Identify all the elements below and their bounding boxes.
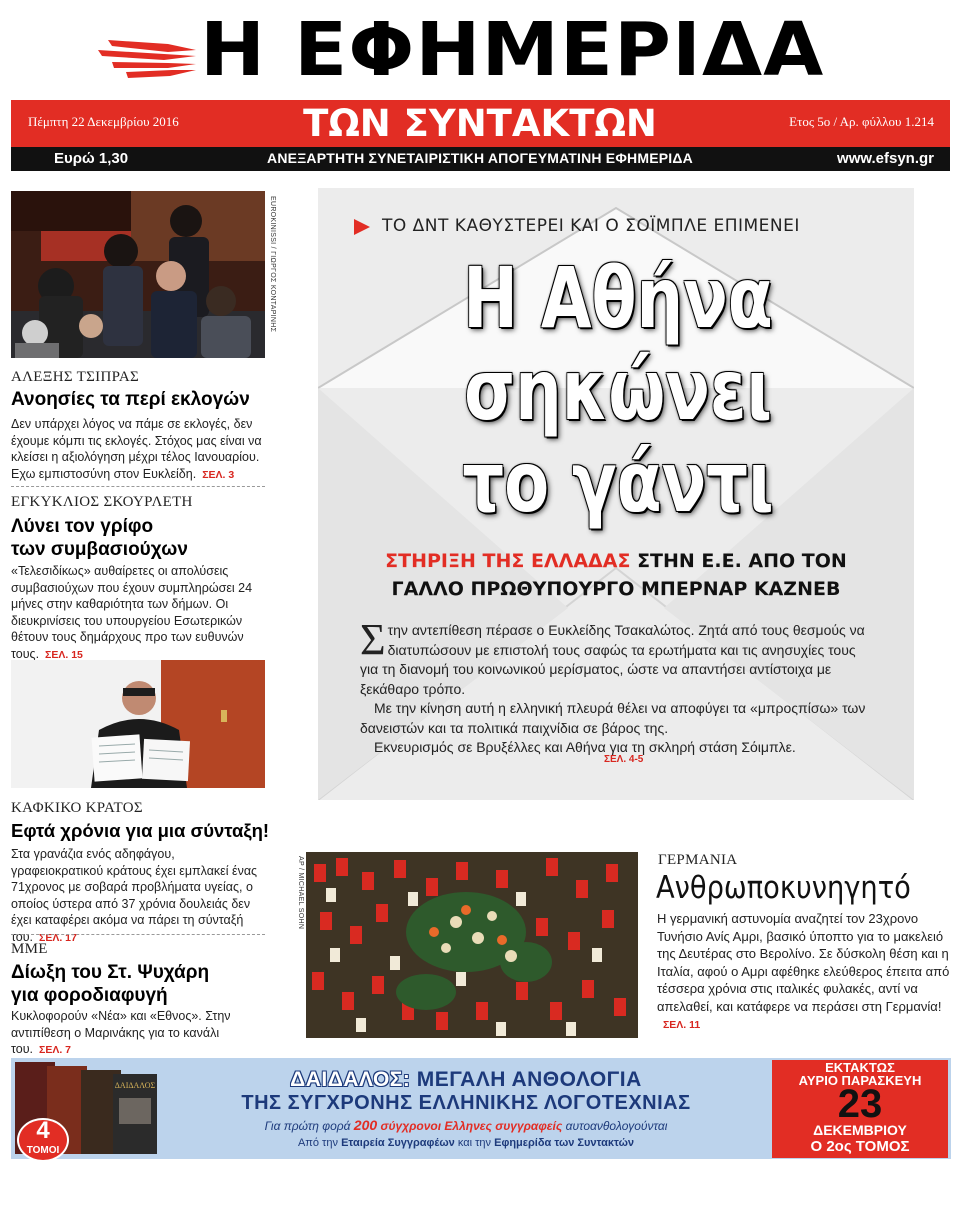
play-arrow-icon: [354, 219, 370, 235]
main-supertitle-text: ΤΟ ΔΝΤ ΚΑΘΥΣΤΕΡΕΙ ΚΑΙ Ο ΣΟΪΜΠΛΕ ΕΠΙΜΕΝΕΙ: [382, 216, 800, 236]
main-supertitle: [382, 216, 800, 236]
story2-headline-line2[interactable]: των συμβασιούχων: [11, 539, 188, 560]
story1-headline[interactable]: Ανοησίες τα περί εκλογών: [11, 389, 250, 410]
main-deck-line1: ΣΤΗΝ Ε.Ε. ΑΠΟ ΤΟΝ: [630, 550, 847, 572]
story3-page-ref[interactable]: ΣΕΛ. 17: [39, 931, 77, 944]
issue-date: Πέμπτη 22 Δεκεμβρίου 2016: [28, 114, 179, 129]
main-deck: [366, 547, 866, 603]
banner-line3-pre: Για πρώτη φορά: [264, 1119, 354, 1133]
banner-line2: ΤΗΣ ΣΥΓΧΡΟΝΗΣ ΕΛΛΗΝΙΚΗΣ ΛΟΓΟΤΕΧΝΙΑΣ: [241, 1092, 691, 1114]
story4-page-ref[interactable]: ΣΕΛ. 7: [39, 1044, 72, 1056]
banner-line3: [186, 1117, 746, 1133]
drop-cap: Σ: [360, 615, 386, 664]
story3-text: Στα γρανάζια ενός αδηφάγου, γραφειοκρατικού κράτους έχει εμπλακεί ένας 71χρονος με σοβαρά προβλήματα υγείας, ο οποίος ύστερα από 37 χρόνια δουλειάς δεν έχει καταφέρει ακόμα να πάρει τη σύνταξή του.: [11, 847, 258, 944]
main-para3: Εκνευρισμός σε Βρυξέλλες και Αθήνα για τη σκληρή στάση Σόιμπλε.: [374, 739, 796, 755]
story2-page-ref[interactable]: ΣΕΛ. 15: [45, 648, 83, 661]
story4-headline-line1[interactable]: Δίωξη του Στ. Ψυχάρη: [11, 962, 210, 983]
banner-line3-num: 200: [353, 1117, 378, 1133]
story2-kicker: ΕΓΚΥΚΛΙΟΣ ΣΚΟΥΡΛΕΤΗ: [11, 494, 193, 510]
story3-body: [11, 846, 267, 946]
story4-kicker: ΜΜΕ: [11, 941, 48, 957]
germany-body: [657, 910, 951, 1035]
banner-line1: [186, 1068, 746, 1092]
story1-body: [11, 416, 267, 483]
extra-line1: ΕΚΤΑΚΤΩΣ: [825, 1060, 895, 1075]
banner-line3-mid: σύγχρονοι Ελληνες συγγραφείς: [377, 1119, 563, 1133]
banner-line4-pre: Από την: [297, 1137, 342, 1149]
newspaper-title: Η ΕΦΗΜΕΡΙΔΑ: [200, 7, 825, 93]
extra-month: ΔΕΚΕΜΒΡΙΟΥ: [813, 1122, 907, 1138]
photo-pensioner: [11, 660, 265, 788]
story4-text: Κυκλοφορούν «Νέα» και «Εθνος». Στην αντιπίθεση ο Μαρινάκης για το κανάλι του.: [11, 1009, 231, 1056]
banner-brand: ΔΑΙΔΑΛΟΣ:: [290, 1068, 411, 1091]
banner-line4: [186, 1137, 746, 1149]
book-spine-label: ΔΑΙΔΑΛΟΣ: [114, 1081, 156, 1090]
logo-pen-icon: [98, 30, 202, 80]
main-headline[interactable]: [462, 249, 774, 531]
main-deck-highlight: ΣΤΗΡΙΞΗ ΤΗΣ ΕΛΛΑΔΑΣ: [385, 550, 631, 572]
banner-line4-mid: και την: [454, 1137, 495, 1149]
banner-line1-text: ΜΕΓΑΛΗ ΑΝΘΟΛΟΓΙΑ: [410, 1068, 642, 1091]
main-headline-line3: το γάντι: [462, 433, 774, 531]
story2-headline-line1[interactable]: Λύνει τον γρίφο: [11, 516, 154, 537]
main-body: [360, 615, 870, 758]
story4-body: [11, 1008, 267, 1059]
story1-text: Δεν υπάρχει λόγος να πάμε σε εκλογές, δεν έχουμε κόμπι τις εκλογές. Στόχος μας είναι να κλείσει η αξιολόγηση μέχρι τέλος Ιανουαρίου. Εχω εμπιστοσύνη στον Ευκλείδη.: [11, 417, 262, 481]
photo-parliament: [11, 191, 265, 358]
main-para1: την αντεπίθεση πέρασε ο Ευκλείδης Τσακαλώτος. Ζητά από τους θεσμούς να διατυπώσουν με επιστολή τους σαφώς τα ερωτήματα και τις ανησυχίες τους για τη διανομή του κοινωνικού μερίσματος, ώστε να απαντήσει αντίστοιχα με ξεκάθαρο τρόπο.: [360, 622, 865, 697]
volumes-count: 4: [36, 1117, 50, 1144]
photo-candles-memorial: [306, 852, 638, 1038]
extra-line2: ΑΥΡΙΟ ΠΑΡΑΣΚΕΥΗ: [798, 1073, 922, 1088]
masthead: [0, 0, 960, 100]
book-spine-text: [113, 1074, 157, 1094]
story3-kicker: ΚΑΦΚΙΚΟ ΚΡΑΤΟΣ: [11, 800, 143, 816]
newspaper-subtitle: ΤΩΝ ΣΥΝΤΑΚΤΩΝ: [303, 102, 657, 145]
extra-volume: Ο 2ος ΤΟΜΟΣ: [810, 1138, 910, 1155]
main-deck-line2: ΓΑΛΛΟ ΠΡΩΘΥΠΟΥΡΓΟ ΜΠΕΡΝΑΡ ΚΑΖΝΕΒ: [391, 578, 841, 600]
germany-kicker: ΓΕΡΜΑΝΙΑ: [658, 852, 738, 868]
photo-credit: AP / MICHAEL SOHN: [297, 856, 304, 930]
issue-number: Ετος 5ο / Αρ. φύλλου 1.214: [789, 114, 934, 129]
divider: [11, 934, 265, 935]
main-headline-line2: σηκώνει: [464, 341, 772, 439]
story4-headline-line2[interactable]: για φοροδιαφυγή: [11, 985, 168, 1006]
banner-line4-org2: Εφημερίδα των Συντακτών: [494, 1137, 635, 1149]
germany-page-ref[interactable]: ΣΕΛ. 11: [663, 1019, 701, 1031]
story1-kicker: ΑΛΕΞΗΣ ΤΣΙΠΡΑΣ: [11, 369, 140, 385]
banner-line4-org1: Εταιρεία Συγγραφέων: [341, 1137, 455, 1149]
main-para2: Με την κίνηση αυτή η ελληνική πλευρά θέλει να αποφύγει τα «μπροςπίσω» των δανειστών και τα πολιτικά παιχνίδια σε βάρος της.: [360, 700, 866, 736]
volumes-label: ΤΟΜΟΙ: [26, 1145, 60, 1156]
story2-body: [11, 563, 267, 663]
tagline: ΑΝΕΞΑΡΤΗΤΗ ΣΥΝΕΤΑΙΡΙΣΤΙΚΗ ΑΠΟΓΕΥΜΑΤΙΝΗ ΕΦΗΜΕΡΙΔΑ: [267, 150, 693, 166]
main-page-ref[interactable]: ΣΕΛ. 4-5: [604, 754, 644, 765]
divider: [11, 486, 265, 487]
story1-page-ref[interactable]: ΣΕΛ. 3: [202, 468, 235, 481]
germany-headline[interactable]: Ανθρωποκυνηγητό: [656, 870, 911, 906]
website-link[interactable]: www.efsyn.gr: [837, 150, 934, 167]
main-headline-line1: Η Αθήνα: [463, 249, 773, 347]
story3-headline[interactable]: Εφτά χρόνια για μια σύνταξη!: [11, 820, 270, 841]
banner-line3-post: αυτοανθολογούνται: [562, 1119, 668, 1133]
germany-text: Η γερμανική αστυνομία αναζητεί τον 23χρονο Τυνήσιο Ανίς Αμρι, βασικό ύποπτο για το μακελειό της Δευτέρας στο Βερολίνο. Σε δύσκολη θέση και η Ιταλία, αφού ο Αμρι αφέθηκε ελεύθερος έπειτα από τέσσερα χρόνια στις ιταλικές φυλακές, αντί να απελαθεί, και κατάφερε να περάσει στη Γερμανία!: [657, 911, 950, 1014]
photo-credit: EUROKINISSI / ΓΙΩΡΓΟΣ ΚΟΝΤΑΡΙΝΗΣ: [269, 196, 276, 333]
price: Ευρώ 1,30: [54, 150, 129, 167]
story2-text: «Τελεσιδίκως» αυθαίρετες οι απολύσεις συμβασιούχων που έχουν συμπληρώσει 24 μήνες στην καθαριότητα των δήμων. Οι διευκρινίσεις του υπουργείου Εσωτερικών θέτουν τους δημάρχους προ των ευθυνών τους.: [11, 564, 253, 661]
extra-day: 23: [837, 1082, 883, 1126]
